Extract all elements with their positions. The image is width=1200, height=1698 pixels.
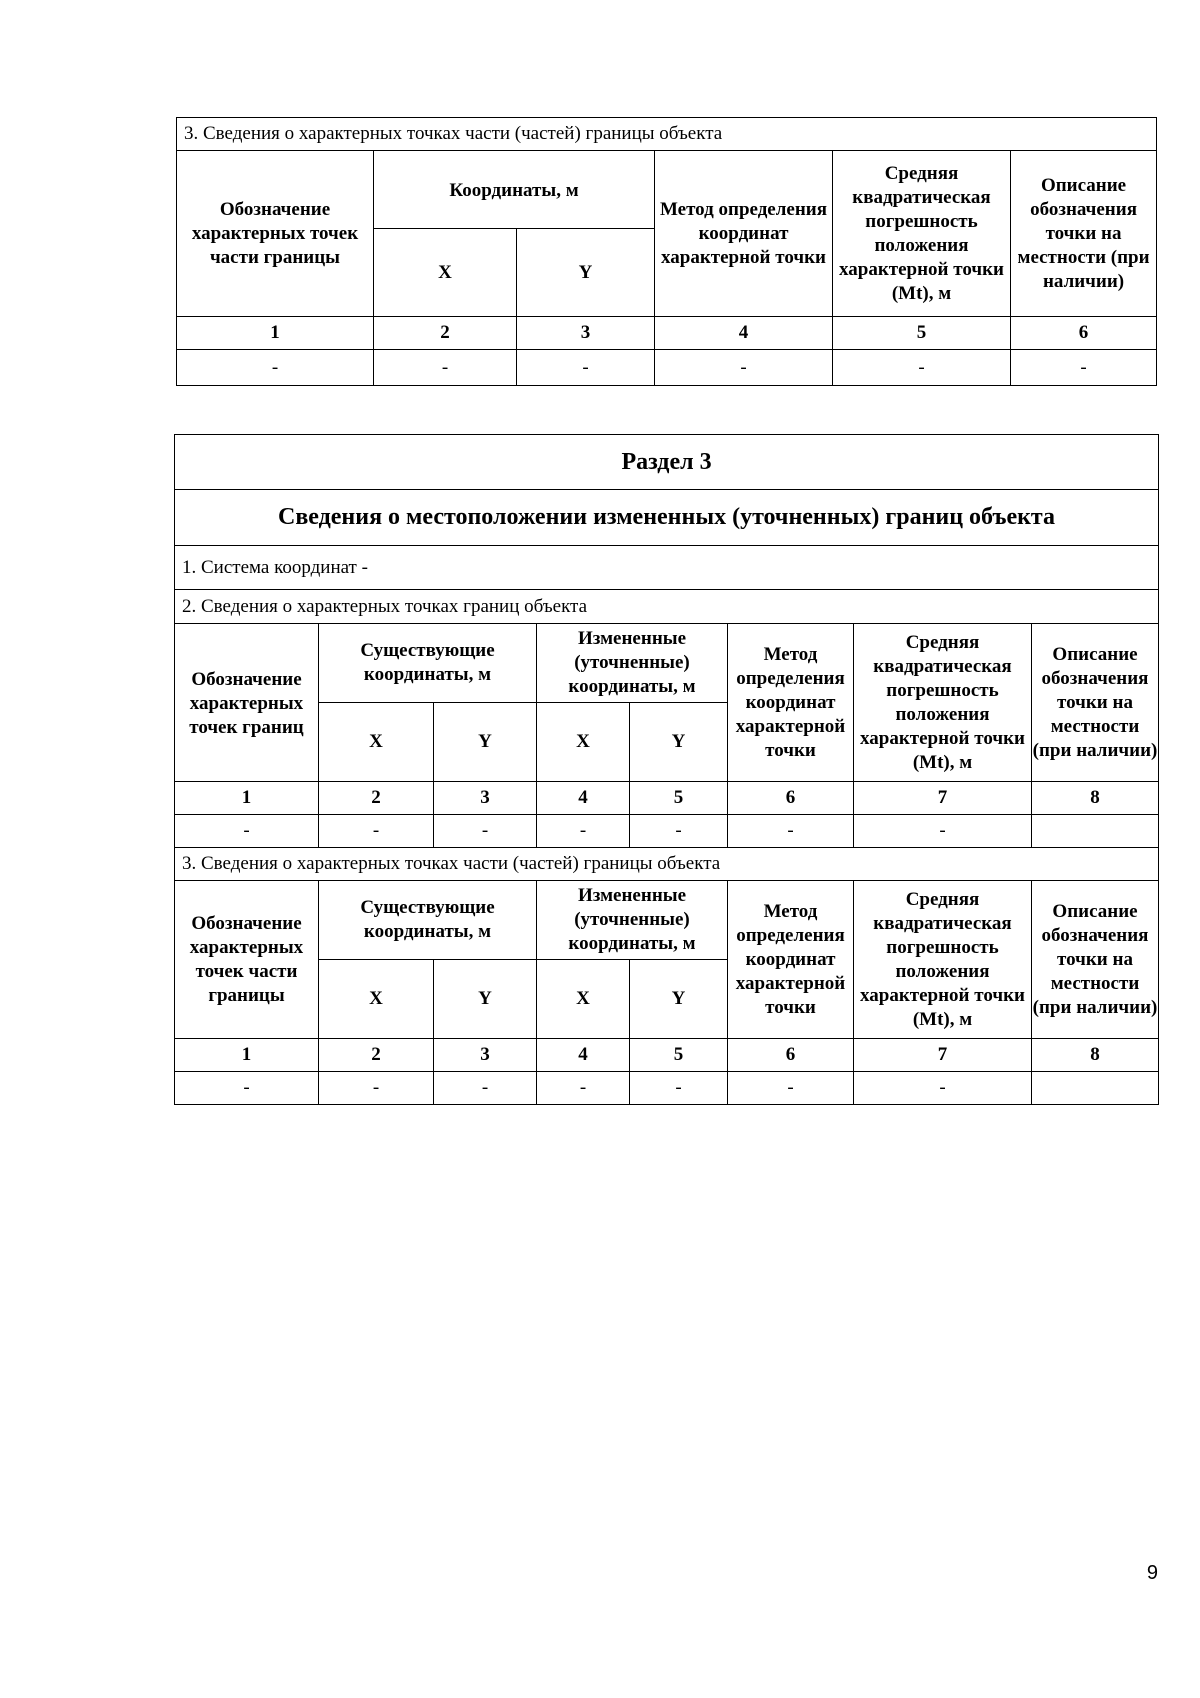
table-cell: - [728,1072,854,1105]
column-number: 2 [374,317,517,350]
column-number: 6 [728,1039,854,1072]
table-cell: - [630,1072,728,1105]
column-number: 7 [854,782,1032,815]
header-method: Метод определения координат характерной точки [728,881,854,1039]
header-changed-coordinates: Измененные (уточненные) координаты, м [537,624,728,703]
column-number: 5 [833,317,1011,350]
column-number: 1 [175,782,319,815]
column-number: 8 [1032,1039,1159,1072]
table-cell: - [517,350,655,386]
table-cell [1032,1072,1159,1105]
header-error: Средняя квадратическая погрешность положения характерной точки (Mt), м [833,151,1011,317]
table-cell: - [319,815,434,848]
column-number: 3 [517,317,655,350]
section-subtitle: Сведения о местоположении измененных (уточненных) границ объекта [175,490,1159,546]
table-cell: - [175,1072,319,1105]
page-number: 9 [1146,1562,1158,1584]
header-y: Y [630,703,728,782]
boundary-points-caption: 2. Сведения о характерных точках границ объекта [175,590,1159,624]
header-x: X [319,703,434,782]
column-number: 8 [1032,782,1159,815]
column-number: 2 [319,1039,434,1072]
column-number: 4 [537,1039,630,1072]
table-cell: - [319,1072,434,1105]
part-boundary-points-table [176,117,1157,386]
header-description: Описание обозначения точки на местности (при наличии) [1032,881,1159,1039]
header-designation: Обозначение характерных точек части границы [175,881,319,1039]
header-x: X [319,960,434,1039]
header-error: Средняя квадратическая погрешность положения характерной точки (Mt), м [854,624,1032,782]
table-cell: - [854,1072,1032,1105]
table-cell: - [630,815,728,848]
header-error: Средняя квадратическая погрешность положения характерной точки (Mt), м [854,881,1032,1039]
column-number: 5 [630,1039,728,1072]
table-cell: - [537,815,630,848]
section-3-table [174,434,1159,1105]
coordinate-system: 1. Система координат - [175,546,1159,590]
table-cell: - [728,815,854,848]
header-x: X [537,703,630,782]
column-number: 3 [434,782,537,815]
table-cell: - [434,1072,537,1105]
column-number: 6 [728,782,854,815]
table-cell: - [175,815,319,848]
column-number: 5 [630,782,728,815]
header-y: Y [630,960,728,1039]
header-designation: Обозначение характерных точек части границы [177,151,374,317]
table-cell: - [854,815,1032,848]
header-description: Описание обозначения точки на местности (при наличии) [1032,624,1159,782]
header-coordinates: Координаты, м [374,151,655,229]
header-method: Метод определения координат характерной точки [728,624,854,782]
table-cell: - [655,350,833,386]
table-cell: - [537,1072,630,1105]
column-number: 4 [537,782,630,815]
part-points-caption: 3. Сведения о характерных точках части (частей) границы объекта [175,848,1159,881]
column-number: 2 [319,782,434,815]
table-cell: - [177,350,374,386]
column-number: 4 [655,317,833,350]
header-existing-coordinates: Существующие координаты, м [319,624,537,703]
header-existing-coordinates: Существующие координаты, м [319,881,537,960]
header-y: Y [434,960,537,1039]
section-title: Раздел 3 [175,435,1159,490]
header-designation: Обозначение характерных точек границ [175,624,319,782]
header-description: Описание обозначения точки на местности (при наличии) [1011,151,1157,317]
header-y: Y [434,703,537,782]
column-number: 6 [1011,317,1157,350]
column-number: 1 [175,1039,319,1072]
header-method: Метод определения координат характерной точки [655,151,833,317]
header-changed-coordinates: Измененные (уточненные) координаты, м [537,881,728,960]
column-number: 7 [854,1039,1032,1072]
table-cell: - [833,350,1011,386]
column-number: 3 [434,1039,537,1072]
table-cell [1032,815,1159,848]
table-caption: 3. Сведения о характерных точках части (частей) границы объекта [177,118,1157,151]
column-number: 1 [177,317,374,350]
header-y: Y [517,229,655,317]
table-cell: - [1011,350,1157,386]
table-cell: - [374,350,517,386]
header-x: X [374,229,517,317]
table-cell: - [434,815,537,848]
header-x: X [537,960,630,1039]
